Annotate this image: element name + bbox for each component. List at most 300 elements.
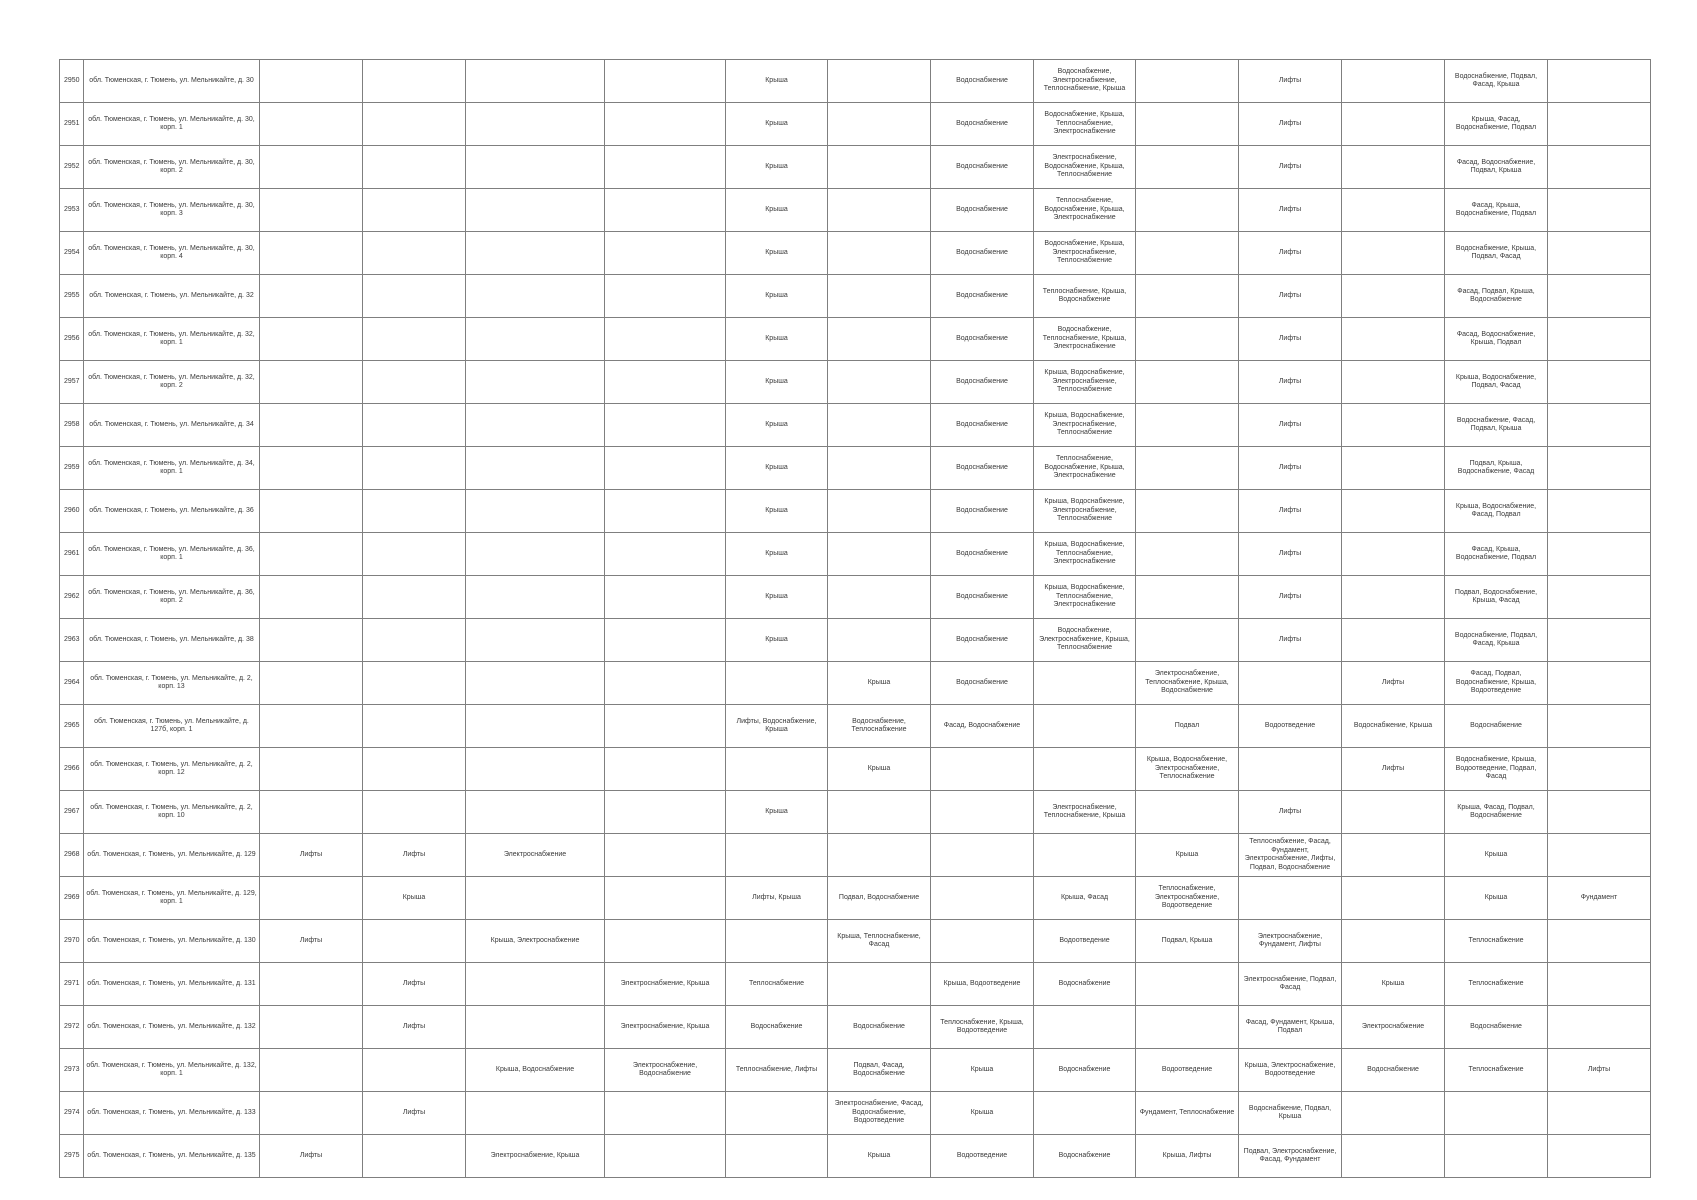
work-cell <box>466 576 605 619</box>
table-row <box>60 318 1697 361</box>
work-cell <box>931 920 1034 963</box>
work-cell <box>828 60 931 103</box>
work-cell <box>605 662 726 705</box>
work-cell <box>605 576 726 619</box>
work-cell: Водоотведение <box>1136 1049 1239 1092</box>
work-cell: Лифты <box>1239 361 1342 404</box>
work-cell <box>363 103 466 146</box>
table-row <box>60 232 1697 275</box>
work-cell: Фундамент <box>1548 877 1651 920</box>
work-cell <box>466 619 605 662</box>
work-cell: Лифты <box>1342 748 1445 791</box>
work-cell <box>1136 318 1239 361</box>
work-cell <box>1548 232 1651 275</box>
work-cell <box>260 1092 363 1135</box>
work-cell <box>260 1006 363 1049</box>
work-cell: Крыша, Водоотведение <box>931 963 1034 1006</box>
work-cell <box>1136 576 1239 619</box>
work-cell <box>1548 748 1651 791</box>
work-cell: Крыша <box>726 791 828 834</box>
work-cell: Крыша <box>828 1135 931 1178</box>
work-cell: Лифты, Крыша <box>726 877 828 920</box>
work-cell <box>828 963 931 1006</box>
work-cell <box>363 748 466 791</box>
table-row <box>60 576 1697 619</box>
work-cell: Лифты <box>1239 275 1342 318</box>
work-cell <box>1034 1092 1136 1135</box>
work-cell <box>1342 189 1445 232</box>
work-cell: Лифты <box>363 963 466 1006</box>
work-cell <box>1239 748 1342 791</box>
work-cell: Крыша <box>931 1049 1034 1092</box>
address-cell: обл. Тюменская, г. Тюмень, ул. Мельникайте, д. 32, корп. 2 <box>84 361 260 404</box>
work-cell <box>605 404 726 447</box>
work-cell <box>1342 920 1445 963</box>
work-cell: Водоснабжение, Подвал, Фасад, Крыша <box>1445 60 1548 103</box>
row-id-cell: 2963 <box>60 619 84 662</box>
address-cell: обл. Тюменская, г. Тюмень, ул. Мельникайте, д. 133 <box>84 1092 260 1135</box>
work-cell: Электроснабжение, Теплоснабжение, Крыша, Водоснабжение <box>1136 662 1239 705</box>
work-cell: Крыша, Водоснабжение, Подвал, Фасад <box>1445 361 1548 404</box>
row-id-cell: 2960 <box>60 490 84 533</box>
work-cell: Подвал, Крыша, Водоснабжение, Фасад <box>1445 447 1548 490</box>
table-row <box>60 103 1697 146</box>
work-cell: Электроснабжение, Фундамент, Лифты <box>1239 920 1342 963</box>
work-cell <box>260 576 363 619</box>
work-cell: Водоснабжение <box>931 619 1034 662</box>
work-cell: Электроснабжение, Крыша <box>466 1135 605 1178</box>
work-cell <box>260 146 363 189</box>
work-cell <box>1548 275 1651 318</box>
table-row <box>60 963 1697 1006</box>
work-cell <box>466 705 605 748</box>
table-row <box>60 619 1697 662</box>
row-id-cell: 2951 <box>60 103 84 146</box>
work-cell: Лифты, Водоснабжение, Крыша <box>726 705 828 748</box>
work-cell <box>466 791 605 834</box>
work-cell: Крыша <box>726 60 828 103</box>
work-cell <box>260 791 363 834</box>
work-cell <box>1548 103 1651 146</box>
work-cell: Водоснабжение, Крыша, Электроснабжение, Теплоснабжение <box>1034 232 1136 275</box>
work-cell: Лифты <box>1239 232 1342 275</box>
work-cell: Лифты <box>363 1092 466 1135</box>
row-id-cell: 2958 <box>60 404 84 447</box>
work-cell <box>363 447 466 490</box>
work-cell: Крыша, Водоснабжение, Теплоснабжение, Электроснабжение <box>1034 576 1136 619</box>
work-cell: Фундамент, Теплоснабжение <box>1136 1092 1239 1135</box>
work-cell <box>605 318 726 361</box>
work-cell <box>1342 791 1445 834</box>
table-row <box>60 361 1697 404</box>
work-cell <box>1136 361 1239 404</box>
row-id-cell: 2974 <box>60 1092 84 1135</box>
row-id-cell: 2965 <box>60 705 84 748</box>
work-cell: Лифты <box>260 920 363 963</box>
work-cell: Водоснабжение <box>931 361 1034 404</box>
work-cell <box>1342 490 1445 533</box>
work-cell <box>1548 662 1651 705</box>
work-cell <box>1136 791 1239 834</box>
work-cell: Электроснабжение, Крыша <box>605 1006 726 1049</box>
work-cell: Водоснабжение <box>1034 963 1136 1006</box>
work-cell <box>1342 533 1445 576</box>
work-cell <box>260 748 363 791</box>
table-row <box>60 920 1697 963</box>
work-cell <box>1136 404 1239 447</box>
work-cell: Водоснабжение, Крыша <box>1342 705 1445 748</box>
work-cell: Водоснабжение <box>931 576 1034 619</box>
work-cell: Крыша, Фасад, Водоснабжение, Подвал <box>1445 103 1548 146</box>
work-cell <box>1136 963 1239 1006</box>
work-cell <box>726 662 828 705</box>
work-cell <box>1548 146 1651 189</box>
row-id-cell: 2975 <box>60 1135 84 1178</box>
work-cell <box>363 275 466 318</box>
address-cell: обл. Тюменская, г. Тюмень, ул. Мельникайте, д. 127б, корп. 1 <box>84 705 260 748</box>
address-cell: обл. Тюменская, г. Тюмень, ул. Мельникайте, д. 36 <box>84 490 260 533</box>
work-cell: Водоснабжение <box>931 275 1034 318</box>
work-cell: Крыша <box>726 404 828 447</box>
work-cell <box>1136 189 1239 232</box>
work-cell <box>605 877 726 920</box>
work-cell <box>363 1049 466 1092</box>
table-row <box>60 533 1697 576</box>
table-row <box>60 146 1697 189</box>
work-cell: Лифты <box>363 834 466 877</box>
work-cell <box>828 404 931 447</box>
work-cell <box>363 533 466 576</box>
work-cell <box>1548 361 1651 404</box>
table-row <box>60 791 1697 834</box>
work-cell <box>363 232 466 275</box>
work-cell: Лифты <box>1342 662 1445 705</box>
work-cell <box>260 662 363 705</box>
work-cell: Водоснабжение <box>931 490 1034 533</box>
work-cell: Крыша, Водоснабжение, Теплоснабжение, Электроснабжение <box>1034 533 1136 576</box>
work-cell <box>1548 60 1651 103</box>
work-cell: Лифты <box>1548 1049 1651 1092</box>
row-id-cell: 2957 <box>60 361 84 404</box>
work-cell <box>1548 576 1651 619</box>
work-cell <box>1548 920 1651 963</box>
row-id-cell: 2950 <box>60 60 84 103</box>
work-cell <box>828 275 931 318</box>
work-cell: Подвал, Фасад, Водоснабжение <box>828 1049 931 1092</box>
work-cell: Теплоснабжение, Крыша, Водоснабжение <box>1034 275 1136 318</box>
work-cell <box>1548 490 1651 533</box>
work-cell: Крыша, Водоснабжение, Электроснабжение, Теплоснабжение <box>1136 748 1239 791</box>
work-cell: Водоснабжение <box>931 60 1034 103</box>
work-cell <box>260 447 363 490</box>
work-cell: Водоснабжение <box>726 1006 828 1049</box>
work-cell <box>260 60 363 103</box>
work-cell: Водоотведение <box>931 1135 1034 1178</box>
work-cell <box>605 232 726 275</box>
address-cell: обл. Тюменская, г. Тюмень, ул. Мельникайте, д. 129 <box>84 834 260 877</box>
address-cell: обл. Тюменская, г. Тюмень, ул. Мельникайте, д. 2, корп. 12 <box>84 748 260 791</box>
work-cell <box>1136 447 1239 490</box>
work-cell: Крыша <box>726 103 828 146</box>
work-cell: Водоснабжение <box>931 146 1034 189</box>
work-cell <box>828 146 931 189</box>
work-cell <box>828 490 931 533</box>
work-cell <box>931 791 1034 834</box>
work-cell: Крыша <box>726 275 828 318</box>
work-cell <box>726 920 828 963</box>
work-cell: Водоснабжение <box>931 447 1034 490</box>
work-cell: Теплоснабжение <box>1445 1049 1548 1092</box>
work-cell <box>260 189 363 232</box>
work-cell: Водоснабжение <box>1342 1049 1445 1092</box>
address-cell: обл. Тюменская, г. Тюмень, ул. Мельникайте, д. 36, корп. 2 <box>84 576 260 619</box>
work-cell <box>260 963 363 1006</box>
row-id-cell: 2971 <box>60 963 84 1006</box>
work-cell: Водоснабжение <box>931 662 1034 705</box>
work-cell <box>1342 60 1445 103</box>
row-id-cell: 2968 <box>60 834 84 877</box>
work-cell: Теплоснабжение, Электроснабжение, Водоотведение <box>1136 877 1239 920</box>
work-cell <box>466 1092 605 1135</box>
table-row <box>60 834 1697 877</box>
work-cell <box>466 963 605 1006</box>
table-row <box>60 275 1697 318</box>
work-cell <box>1034 662 1136 705</box>
address-cell: обл. Тюменская, г. Тюмень, ул. Мельникайте, д. 129, корп. 1 <box>84 877 260 920</box>
work-cell <box>828 447 931 490</box>
work-cell: Водоснабжение <box>931 232 1034 275</box>
work-cell: Водоснабжение, Подвал, Фасад, Крыша <box>1445 619 1548 662</box>
work-cell <box>605 748 726 791</box>
work-cell <box>1342 103 1445 146</box>
work-cell: Лифты <box>1239 189 1342 232</box>
row-id-cell: 2970 <box>60 920 84 963</box>
work-cell: Теплоснабжение, Водоснабжение, Крыша, Электроснабжение <box>1034 189 1136 232</box>
work-cell: Лифты <box>1239 404 1342 447</box>
work-cell <box>1239 662 1342 705</box>
work-cell: Подвал, Крыша <box>1136 920 1239 963</box>
work-cell: Электроснабжение, Теплоснабжение, Крыша <box>1034 791 1136 834</box>
work-cell <box>828 834 931 877</box>
work-cell <box>466 232 605 275</box>
work-cell: Крыша <box>726 146 828 189</box>
work-cell: Лифты <box>1239 533 1342 576</box>
work-cell <box>363 619 466 662</box>
work-cell <box>363 576 466 619</box>
table-row <box>60 1006 1697 1049</box>
work-cell: Крыша <box>726 232 828 275</box>
work-cell: Лифты <box>1239 318 1342 361</box>
work-cell: Электроснабжение, Крыша <box>605 963 726 1006</box>
work-cell <box>605 275 726 318</box>
work-cell: Крыша <box>1342 963 1445 1006</box>
address-cell: обл. Тюменская, г. Тюмень, ул. Мельникайте, д. 32 <box>84 275 260 318</box>
work-cell: Лифты <box>1239 60 1342 103</box>
address-cell: обл. Тюменская, г. Тюмень, ул. Мельникайте, д. 135 <box>84 1135 260 1178</box>
work-cell <box>1548 1006 1651 1049</box>
work-cell: Крыша, Водоснабжение, Электроснабжение, Теплоснабжение <box>1034 490 1136 533</box>
work-cell <box>466 662 605 705</box>
address-cell: обл. Тюменская, г. Тюмень, ул. Мельникайте, д. 30, корп. 2 <box>84 146 260 189</box>
work-cell <box>828 361 931 404</box>
work-cell <box>466 103 605 146</box>
work-cell <box>466 361 605 404</box>
work-cell: Водоснабжение, Теплоснабжение <box>828 705 931 748</box>
work-cell: Крыша, Электроснабжение <box>466 920 605 963</box>
work-cell <box>1342 834 1445 877</box>
table-row <box>60 490 1697 533</box>
work-cell: Водоснабжение <box>1034 1135 1136 1178</box>
work-cell <box>1548 791 1651 834</box>
work-cell <box>1342 619 1445 662</box>
work-cell <box>1342 318 1445 361</box>
work-cell <box>363 318 466 361</box>
work-cell: Теплоснабжение <box>1445 920 1548 963</box>
work-cell: Водоотведение <box>1239 705 1342 748</box>
work-cell <box>1342 576 1445 619</box>
work-cell <box>1034 834 1136 877</box>
row-id-cell: 2956 <box>60 318 84 361</box>
work-cell <box>605 361 726 404</box>
work-cell: Подвал <box>1136 705 1239 748</box>
work-cell <box>466 490 605 533</box>
address-cell: обл. Тюменская, г. Тюмень, ул. Мельникайте, д. 38 <box>84 619 260 662</box>
work-cell <box>605 1135 726 1178</box>
work-cell <box>605 834 726 877</box>
work-cell: Водоснабжение, Фасад, Подвал, Крыша <box>1445 404 1548 447</box>
work-cell <box>363 791 466 834</box>
work-cell: Теплоснабжение, Лифты <box>726 1049 828 1092</box>
work-cell <box>931 877 1034 920</box>
work-cell: Водоснабжение <box>931 189 1034 232</box>
work-cell: Крыша <box>1445 877 1548 920</box>
work-cell: Крыша <box>828 662 931 705</box>
address-cell: обл. Тюменская, г. Тюмень, ул. Мельникайте, д. 32, корп. 1 <box>84 318 260 361</box>
work-cell: Водоснабжение <box>931 318 1034 361</box>
work-cell: Крыша, Водоснабжение, Электроснабжение, Теплоснабжение <box>1034 404 1136 447</box>
work-cell: Крыша, Теплоснабжение, Фасад <box>828 920 931 963</box>
address-cell: обл. Тюменская, г. Тюмень, ул. Мельникайте, д. 30, корп. 4 <box>84 232 260 275</box>
table-row <box>60 1049 1697 1092</box>
work-cell <box>828 791 931 834</box>
work-cell <box>1548 1135 1651 1178</box>
work-cell <box>466 533 605 576</box>
work-cell: Теплоснабжение <box>726 963 828 1006</box>
work-cell <box>466 275 605 318</box>
work-cell <box>726 834 828 877</box>
address-cell: обл. Тюменская, г. Тюмень, ул. Мельникайте, д. 2, корп. 10 <box>84 791 260 834</box>
work-cell <box>1342 1135 1445 1178</box>
work-cell: Водоснабжение <box>1445 1006 1548 1049</box>
work-cell <box>260 533 363 576</box>
work-cell: Лифты <box>1239 619 1342 662</box>
work-cell <box>605 146 726 189</box>
work-cell: Крыша, Электроснабжение, Водоотведение <box>1239 1049 1342 1092</box>
work-cell: Фасад, Крыша, Водоснабжение, Подвал <box>1445 533 1548 576</box>
work-cell <box>1136 232 1239 275</box>
work-cell: Водоснабжение <box>931 533 1034 576</box>
row-id-cell: 2962 <box>60 576 84 619</box>
work-cell: Фасад, Водоснабжение <box>931 705 1034 748</box>
work-cell: Теплоснабжение, Водоснабжение, Крыша, Электроснабжение <box>1034 447 1136 490</box>
work-cell: Электроснабжение, Водоснабжение, Крыша, Теплоснабжение <box>1034 146 1136 189</box>
table-row <box>60 877 1697 920</box>
table-row <box>60 404 1697 447</box>
work-cell <box>260 619 363 662</box>
work-cell: Крыша, Фасад, Подвал, Водоснабжение <box>1445 791 1548 834</box>
work-cell: Крыша <box>726 576 828 619</box>
address-cell: обл. Тюменская, г. Тюмень, ул. Мельникайте, д. 132 <box>84 1006 260 1049</box>
work-cell: Лифты <box>1239 791 1342 834</box>
address-cell: обл. Тюменская, г. Тюмень, ул. Мельникайте, д. 30, корп. 3 <box>84 189 260 232</box>
work-cell: Крыша, Фасад <box>1034 877 1136 920</box>
work-cell <box>1136 490 1239 533</box>
work-cell <box>260 318 363 361</box>
work-cell <box>1239 877 1342 920</box>
work-cell <box>363 404 466 447</box>
work-cell <box>363 490 466 533</box>
work-cell <box>363 705 466 748</box>
work-cell: Водоснабжение, Электроснабжение, Крыша, Теплоснабжение <box>1034 619 1136 662</box>
work-cell <box>1548 834 1651 877</box>
work-cell: Крыша <box>828 748 931 791</box>
work-cell: Электроснабжение, Водоснабжение <box>605 1049 726 1092</box>
work-cell: Теплоснабжение, Фасад, Фундамент, Электроснабжение, Лифты, Подвал, Водоснабжение <box>1239 834 1342 877</box>
work-cell <box>1548 189 1651 232</box>
work-cell <box>466 447 605 490</box>
work-cell: Крыша <box>363 877 466 920</box>
work-cell: Фасад, Водоснабжение, Крыша, Подвал <box>1445 318 1548 361</box>
work-cell <box>605 189 726 232</box>
work-cell: Крыша <box>1445 834 1548 877</box>
row-id-cell: 2952 <box>60 146 84 189</box>
work-cell: Лифты <box>1239 576 1342 619</box>
row-id-cell: 2973 <box>60 1049 84 1092</box>
work-cell: Электроснабжение, Подвал, Фасад <box>1239 963 1342 1006</box>
work-cell <box>931 748 1034 791</box>
work-cell <box>363 361 466 404</box>
work-cell <box>363 60 466 103</box>
work-cell: Водоснабжение, Крыша, Подвал, Фасад <box>1445 232 1548 275</box>
table-row <box>60 662 1697 705</box>
work-cell <box>828 232 931 275</box>
address-cell: обл. Тюменская, г. Тюмень, ул. Мельникайте, д. 36, корп. 1 <box>84 533 260 576</box>
work-cell <box>1548 447 1651 490</box>
address-cell: обл. Тюменская, г. Тюмень, ул. Мельникайте, д. 132, корп. 1 <box>84 1049 260 1092</box>
work-cell <box>726 1135 828 1178</box>
work-cell <box>363 146 466 189</box>
work-cell <box>260 404 363 447</box>
work-cell <box>1548 619 1651 662</box>
work-cell <box>260 705 363 748</box>
work-cell: Водоотведение <box>1034 920 1136 963</box>
work-cell: Лифты <box>1239 490 1342 533</box>
work-cell <box>1342 232 1445 275</box>
work-cell <box>1136 146 1239 189</box>
work-cell: Водоснабжение, Крыша, Теплоснабжение, Электроснабжение <box>1034 103 1136 146</box>
work-cell: Теплоснабжение <box>1445 963 1548 1006</box>
work-cell <box>1342 146 1445 189</box>
work-cell <box>466 877 605 920</box>
row-id-cell: 2966 <box>60 748 84 791</box>
table-row <box>60 447 1697 490</box>
table-row <box>60 189 1697 232</box>
work-cell: Крыша <box>1136 834 1239 877</box>
work-cell <box>1548 533 1651 576</box>
work-cell <box>605 447 726 490</box>
work-cell <box>1342 1092 1445 1135</box>
work-cell: Крыша, Водоснабжение, Фасад, Подвал <box>1445 490 1548 533</box>
